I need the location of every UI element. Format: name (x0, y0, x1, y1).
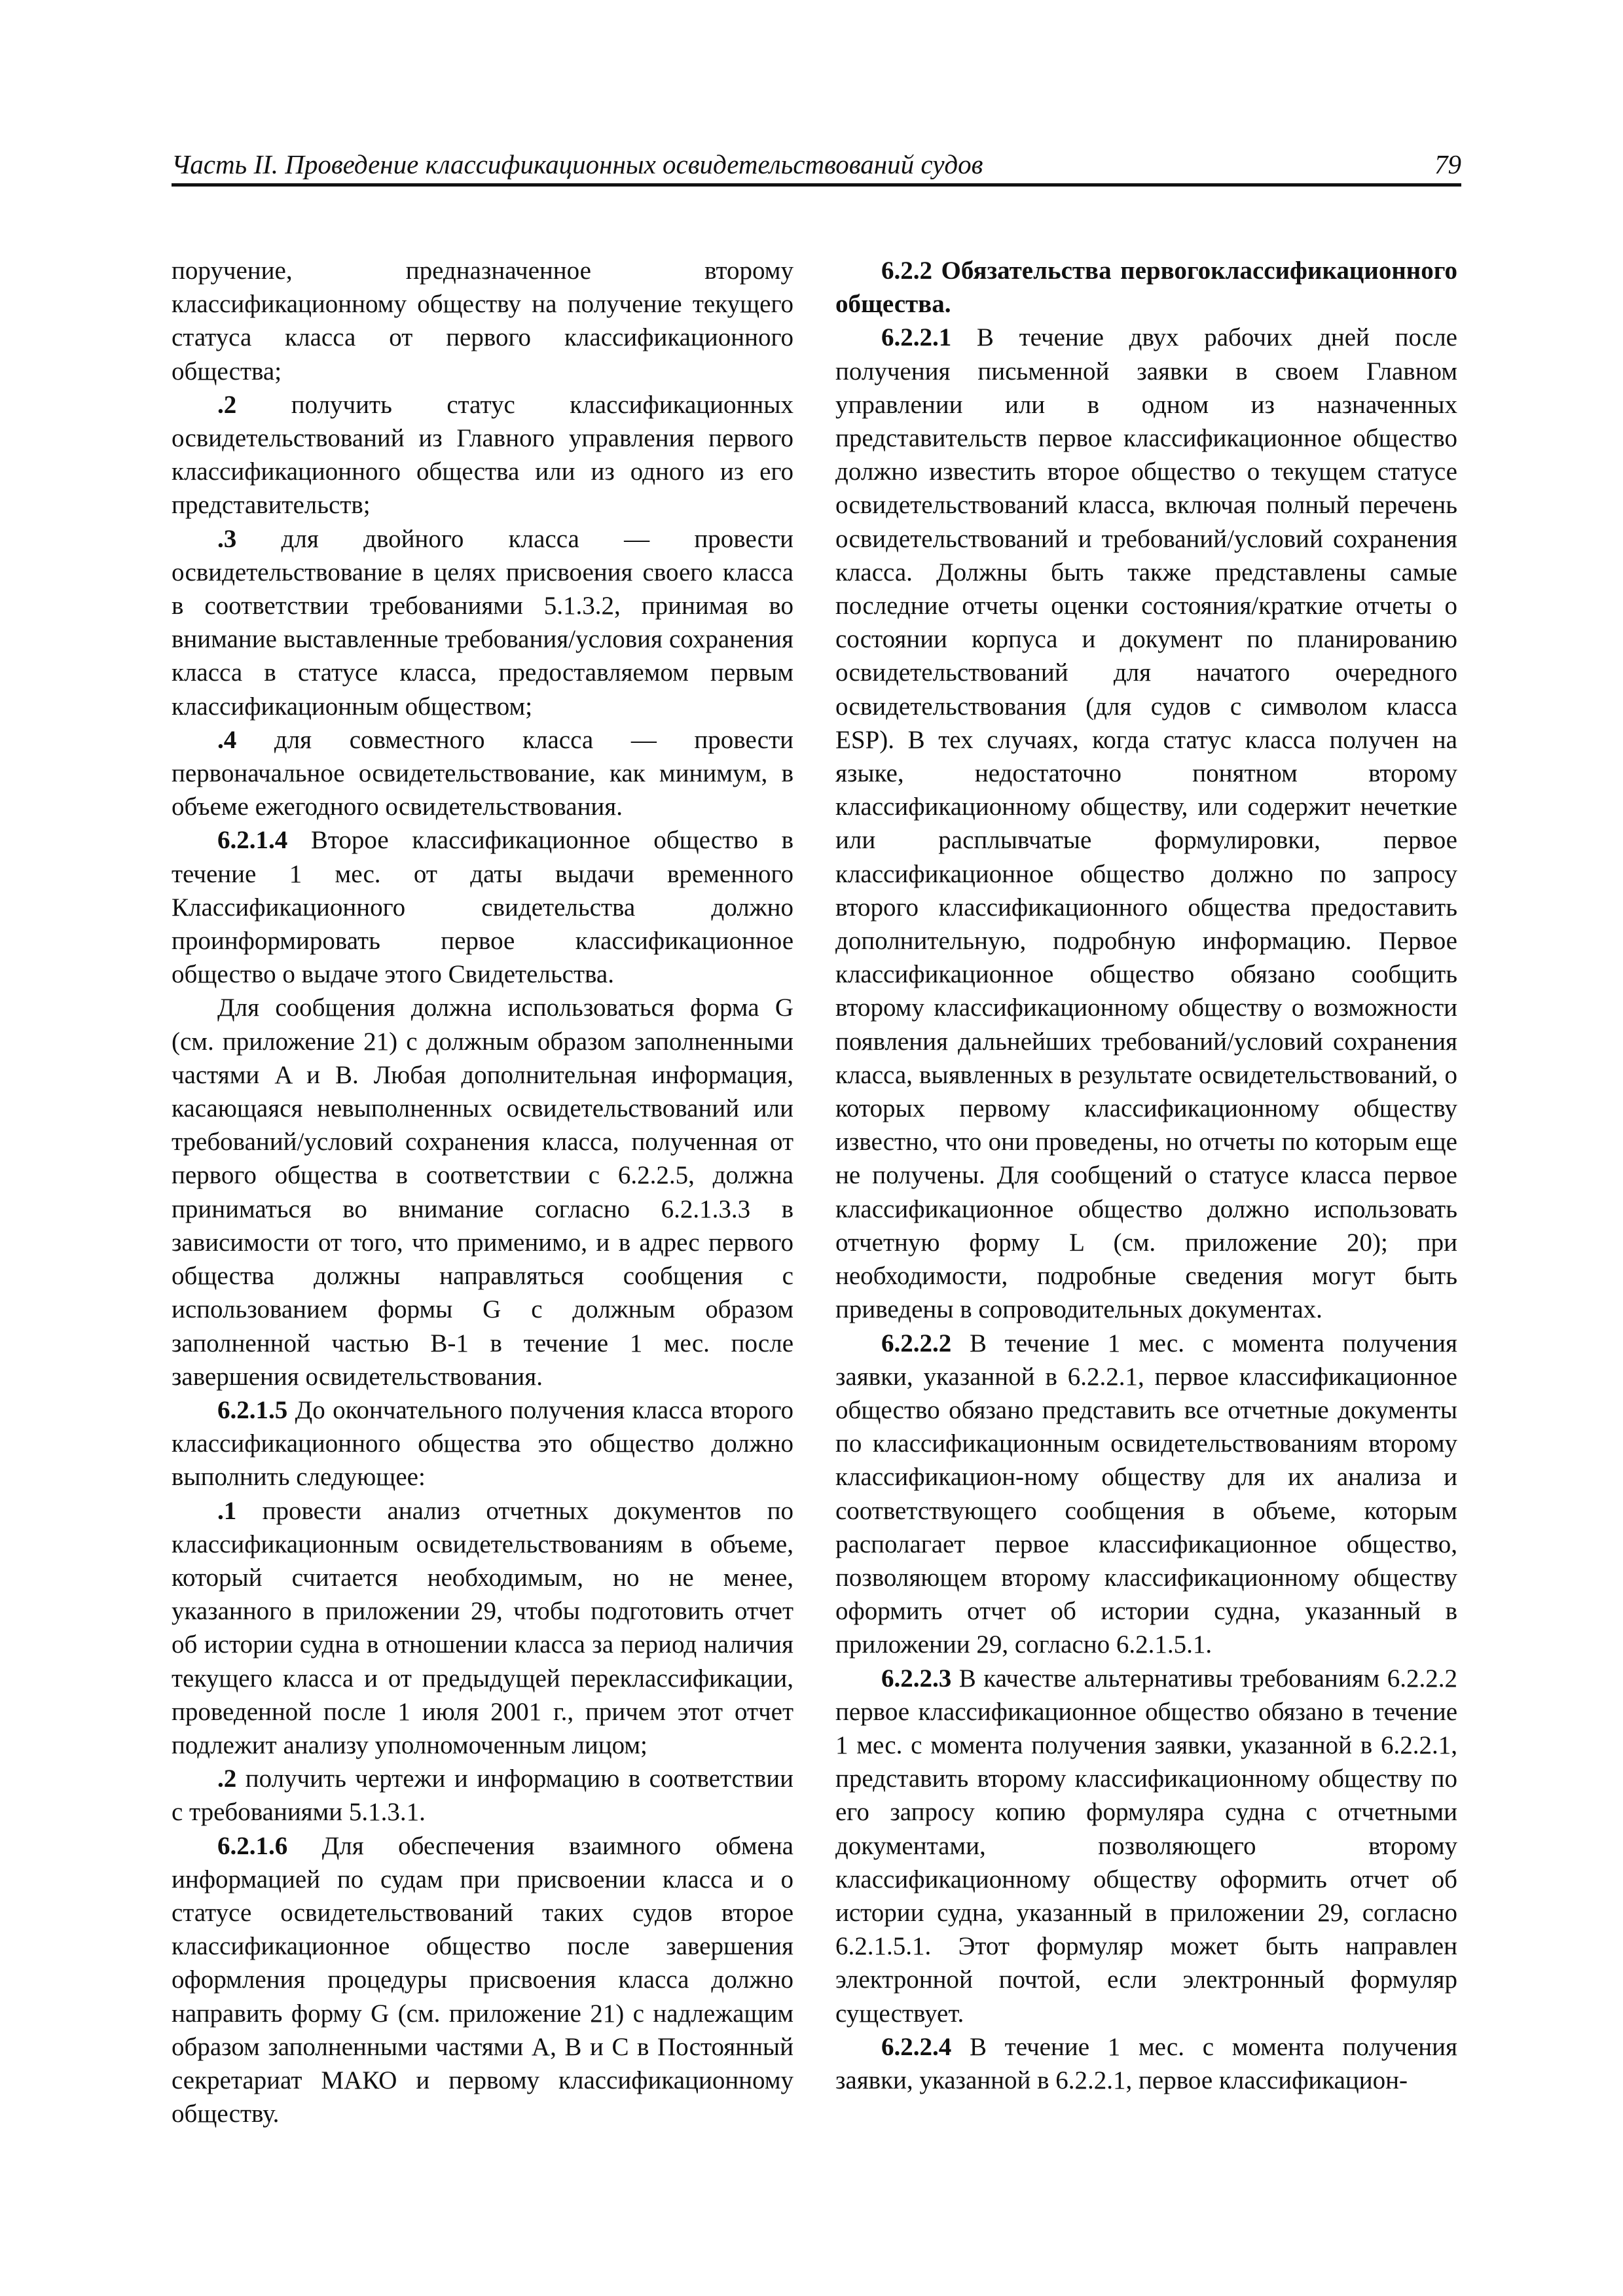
item-number: .2 (217, 1765, 237, 1793)
item-number: .1 (217, 1496, 237, 1525)
item-number: .3 (217, 524, 237, 553)
item-text: для двойного класса — провести освидетельствование в целях присвоения своего класса в соответствии требованиями 5.1.3.2, принимая во внимание выставленные требования/условия сохранения класса в статусе класса, предоставляемом первым классификационным обществом; (172, 524, 793, 721)
clause-number: 6.2.2.3 (881, 1664, 952, 1693)
item-number: .2 (217, 390, 237, 419)
clause-text: До окончательного получения класса второго классификационного общества это общество должно выполнить следующее: (172, 1395, 793, 1492)
item-text: для совместного класса — провести первоначальное освидетельствование, как минимум, в объеме ежегодного освидетельствования. (172, 725, 793, 821)
list-item (172, 1762, 793, 1829)
item-number: .4 (217, 725, 237, 754)
right-column (835, 254, 1457, 2097)
clause (172, 1829, 793, 2131)
clause-text: Второе классификационное общество в течение 1 мес. от даты выдачи временного Классификационного свидетельства должно проинформировать первое классификационное общество о выдаче этого Свидетельства. (172, 826, 793, 989)
clause (835, 2030, 1457, 2097)
clause-number: 6.2.2.1 (881, 323, 952, 352)
item-text: получить чертежи и информацию в соответствии с требованиями 5.1.3.1. (172, 1765, 793, 1827)
running-header (172, 143, 1461, 187)
clause-text: В течение 1 мес. с момента получения заявки, указанной в 6.2.2.1, первое классификацион- (835, 2032, 1457, 2094)
clause-number: 6.2.1.5 (217, 1395, 288, 1424)
clause (835, 1662, 1457, 2030)
list-item (172, 723, 793, 824)
clause-text: В качестве альтернативы требованиям 6.2.2.2 первое классификационное общество обязано в течение 1 мес. с момента получения заявки, указанной в 6.2.2.1, представить второму классификационному обществу по его запросу копию формуляра судна с отчетными документами, позволяющего второму классификационному обществу оформить отчет об истории судна, указанный в приложении 29, согласно 6.2.1.5.1. Этот формуляр может быть направлен электронной почтой, если электронный формуляр существует. (835, 1664, 1457, 2028)
paragraph (172, 254, 793, 388)
clause-number: 6.2.1.4 (217, 826, 288, 855)
clause-number: 6.2.2.4 (881, 2032, 952, 2061)
item-text: получить статус классификационных освидетельствований из Главного управления первого классификационного общества или из одного из его представительств; (172, 390, 793, 520)
list-item (172, 1494, 793, 1763)
list-item (172, 522, 793, 723)
page-number: 79 (1434, 149, 1461, 179)
clause-number: 6.2.1.6 (217, 1831, 288, 1860)
clause-text: В течение 1 мес. с момента получения заявки, указанной в 6.2.2.1, первое классификационное общество обязано представить все отчетные документы по классификационным освидетельствованиям второму классификацион-ному обществу для их анализа и соответствующего сообщения в объеме, которым располагает первое классификационное общество, позволяющем второму классификационному обществу оформить отчет об истории судна, указанный в приложении 29, согласно 6.2.1.5.1. (835, 1329, 1457, 1659)
clause (835, 321, 1457, 1326)
paragraph-text: Для сообщения должна использоваться форма G (см. приложение 21) с должным образом заполненными частями A и B. Любая дополнительная информация, касающаяся невыполненных освидетельствований или требований/условий сохранения класса, полученная от первого общества в соответствии с 6.2.2.5, должна приниматься во внимание согласно 6.2.1.3.3 в зависимости от того, что применимо, и в адрес первого общества должны направляться сообщения с использованием формы G с должным образом заполненной частью B-1 в течение 1 мес. после завершения освидетельствования. (172, 994, 793, 1391)
left-column (172, 254, 793, 2130)
running-header-title: Часть II. Проведение классификационных освидетельствований судов (172, 149, 983, 179)
clause (172, 1393, 793, 1494)
clause-number: 6.2.2.2 (881, 1329, 952, 1357)
clause (172, 823, 793, 991)
clause-text: Для обеспечения взаимного обмена информацией по судам при присвоении класса и о статусе освидетельствований таких судов второе классификационное общество после завершения оформления процедуры присвоения класса должно направить форму G (см. приложение 21) с надлежащим образом заполненными частями A, B и C в Постоянный секретариат МАКО и первому классификационному обществу. (172, 1831, 793, 2128)
item-text: провести анализ отчетных документов по классификационным освидетельствованиям в объеме, который считается необходимым, но не менее, указанного в приложении 29, чтобы подготовить отчет об истории судна в отношении класса за период наличия текущего класса и от предыдущей переклассификации, проведенной после 1 июля 2001 г., причем этот отчет подлежит анализу уполномоченным лицом; (172, 1496, 793, 1759)
clause-text: В течение двух рабочих дней после получения письменной заявки в своем Главном управлении или в одном из назначенных представительств первое классификационное общество должно известить второе общество о текущем статусе освидетельствований класса, включая полный перечень освидетельствований и требований/условий сохранения класса. Должны быть также представлены самые последние отчеты оценки состояния/краткие отчеты о состоянии корпуса и документ по планированию освидетельствований для начатого очередного освидетельствования (для судов с символом класса ESP). В тех случаях, когда статус класса получен на языке, недостаточно понятном второму классификационному обществу, или содержит нечеткие или расплывчатые формулировки, первое классификационное общество должно по запросу второго классификационного общества предоставить дополнительную, подробную информацию. Первое классификационное общество обязано сообщить второму классификационному обществу о возможности появления дальнейших требований/условий сохранения класса, выявленных в результате освидетельствований, о которых первому классификационному обществу известно, что они проведены, но отчеты по которым еще не получены. Для сообщений о статусе класса первое классификационное общество должно использовать отчетную форму L (см. приложение 20); при необходимости, подробные сведения могут быть приведены в сопроводительных документах. (835, 323, 1457, 1324)
clause (835, 1327, 1457, 1662)
paragraph-text: поручение, предназначенное второму классификационному обществу на получение текущего статуса класса от первого классификационного общества; (172, 257, 793, 386)
list-item (172, 388, 793, 522)
paragraph (172, 991, 793, 1393)
section-heading: 6.2.2 Обязательства первогоклассификационного общества. (835, 257, 1457, 319)
